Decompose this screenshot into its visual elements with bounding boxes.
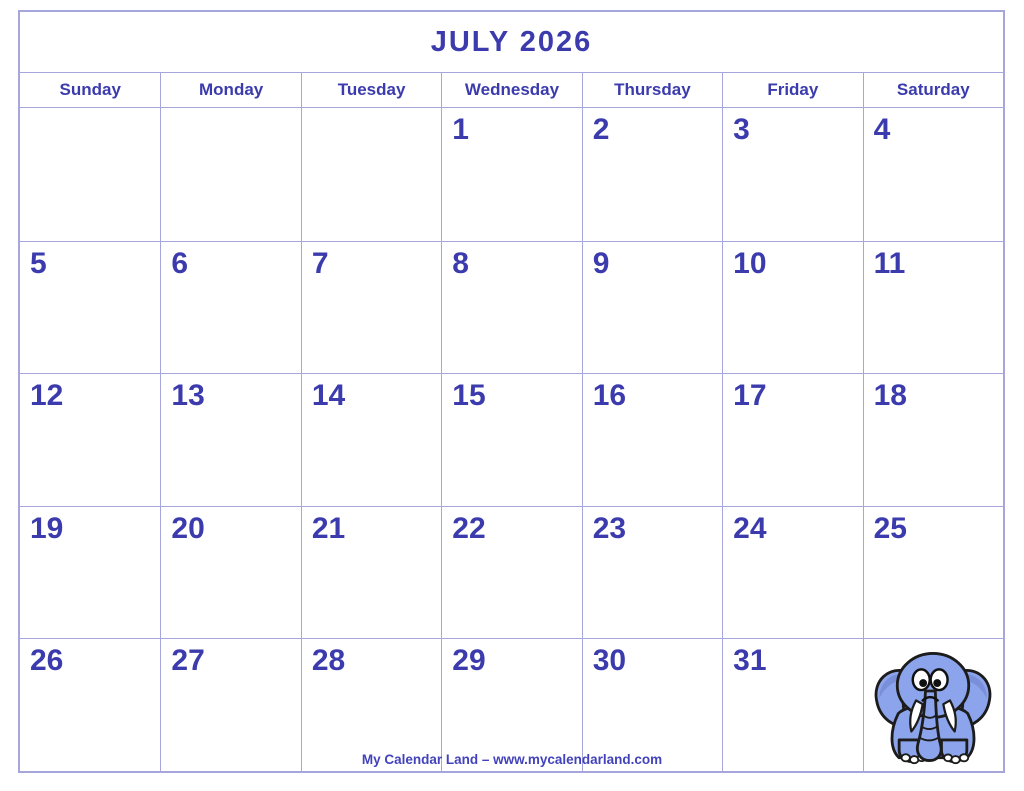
day-cell: [301, 241, 441, 374]
weekday-header-monday: Monday: [160, 73, 300, 107]
day-cell: [582, 506, 722, 639]
calendar: [18, 10, 1005, 773]
day-cell: [301, 506, 441, 639]
date-number: 4: [873, 113, 891, 146]
day-cell: [301, 108, 441, 241]
day-cell: [301, 373, 441, 506]
weekday-header-saturday: Saturday: [863, 73, 1003, 107]
day-cell: [441, 506, 581, 639]
date-number: 19: [30, 511, 64, 545]
date-number: 23: [592, 511, 627, 545]
date-number: 27: [171, 644, 205, 678]
weekday-header-friday: Friday: [722, 73, 862, 107]
day-cell: [722, 373, 862, 506]
day-cell: [863, 373, 1003, 506]
weekday-header-tuesday: Tuesday: [301, 73, 441, 107]
date-number: 15: [452, 379, 486, 413]
date-number: 22: [452, 511, 486, 545]
date-number: 8: [452, 246, 469, 280]
date-number: 31: [733, 644, 767, 678]
page-title: JULY 2026: [430, 25, 593, 58]
day-cell: [20, 373, 160, 506]
date-number: 1: [452, 113, 469, 146]
date-number: 9: [592, 246, 610, 280]
day-cell: [20, 108, 160, 241]
date-number: 30: [592, 644, 627, 678]
date-number: 16: [592, 379, 627, 413]
weekday-header-thursday: Thursday: [582, 73, 722, 107]
date-number: 28: [311, 644, 346, 678]
date-number: 29: [452, 644, 486, 678]
day-cell: [441, 241, 581, 374]
day-cell: [441, 108, 581, 241]
day-cell: [160, 108, 300, 241]
day-cell: [160, 241, 300, 374]
day-cell: [863, 241, 1003, 374]
date-number: 17: [733, 379, 767, 413]
date-number: 11: [873, 246, 906, 280]
day-cell: [722, 506, 862, 639]
calendar-title-row: [20, 12, 1003, 73]
date-number: 25: [873, 511, 907, 545]
day-cell: [863, 506, 1003, 639]
day-cell: [582, 373, 722, 506]
date-number: 10: [733, 246, 767, 280]
weekday-header-wednesday: Wednesday: [441, 73, 581, 107]
weekday-header-row: [20, 73, 1003, 108]
day-cell: [20, 506, 160, 639]
day-cell: [863, 108, 1003, 241]
day-cell: [582, 108, 722, 241]
day-cell: [441, 373, 581, 506]
date-number: 3: [733, 113, 750, 146]
day-cell: [160, 506, 300, 639]
date-number: 18: [873, 379, 907, 413]
day-cell: [160, 373, 300, 506]
date-number: 7: [311, 246, 329, 280]
date-number: 6: [171, 246, 189, 280]
day-cell: [582, 241, 722, 374]
date-number: 26: [30, 644, 64, 678]
footer-credit: My Calendar Land – www.mycalendarland.com: [361, 752, 663, 767]
date-number: 5: [30, 246, 47, 280]
day-cell: [20, 241, 160, 374]
calendar-grid: [20, 108, 1003, 771]
date-number: 24: [733, 511, 767, 545]
date-number: 12: [30, 379, 64, 413]
day-cell: [722, 241, 862, 374]
date-number: 13: [171, 379, 205, 413]
day-cell: [722, 108, 862, 241]
date-number: 2: [592, 113, 610, 146]
date-number: 20: [171, 511, 205, 545]
date-number: 21: [311, 511, 346, 545]
date-number: 14: [311, 379, 346, 413]
weekday-header-sunday: Sunday: [59, 80, 121, 99]
